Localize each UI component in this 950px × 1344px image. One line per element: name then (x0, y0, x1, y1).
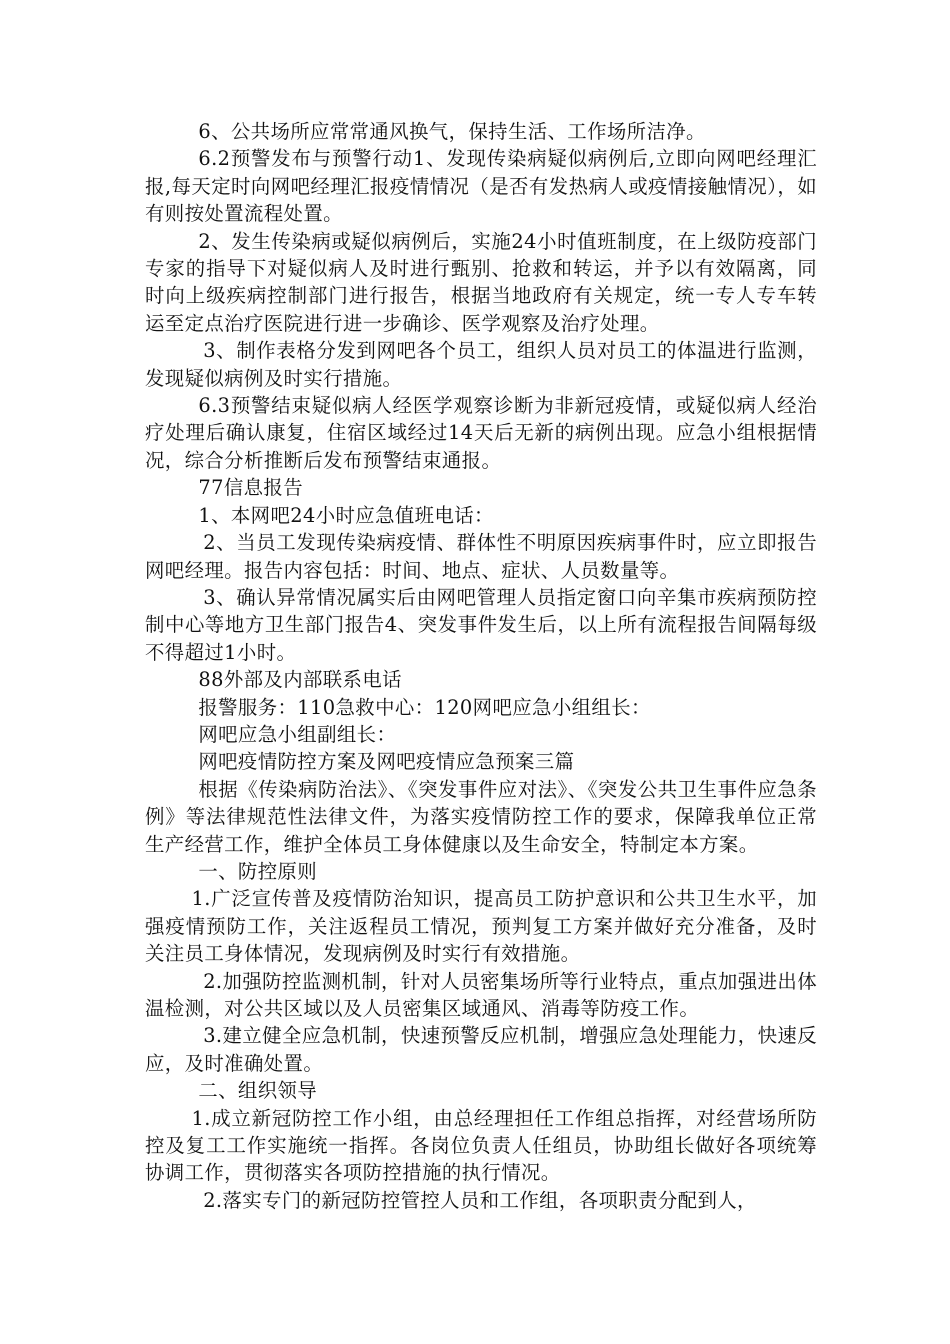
paragraph: 3、制作表格分发到网吧各个员工，组织人员对员工的体温进行监测，发现疑似病例及时实行措施。 (145, 339, 817, 390)
paragraph: 网吧应急小组副组长： (198, 722, 397, 746)
paragraph: 1.广泛宣传普及疫情防治知识，提高员工防护意识和公共卫生水平，加强疫情预防工作，关注返程员工情况，预判复工方案并做好充分准备，及时关注员工身体情况，发现病例及时实行有效措施。 (145, 887, 817, 966)
section-heading: 88外部及内部联系电话 (198, 668, 402, 692)
section-heading: 一、防控原则 (198, 859, 318, 883)
paragraph: 2.加强防控监测机制，针对人员密集场所等行业特点，重点加强进出体温检测，对公共区域以及人员密集区域通风、消毒等防疫工作。 (145, 969, 817, 1020)
document-title: 网吧疫情防控方案及网吧疫情应急预案三篇 (198, 750, 575, 774)
section-heading: 二、组织领导 (198, 1079, 318, 1103)
document-body (145, 118, 817, 1214)
paragraph: 6、公共场所应常常通风换气，保持生活、工作场所洁净。 (198, 120, 706, 143)
paragraph: 1、本网吧24小时应急值班电话： (198, 503, 494, 527)
paragraph: 6.3预警结束疑似病人经医学观察诊断为非新冠疫情，或疑似病人经治疗处理后确认康复，住宿区域经过14天后无新的病例出现。应急小组根据情况，综合分析推断后发布预警结束通报。 (145, 394, 817, 472)
paragraph: 2.落实专门的新冠防控管控人员和工作组，各项职责分配到人， (203, 1188, 757, 1212)
paragraph: 3、确认异常情况属实后由网吧管理人员指定窗口向辛集市疾病预防控制中心等地方卫生部门报告4、突发事件发生后，以上所有流程报告间隔每级不得超过1小时。 (145, 585, 817, 664)
paragraph: 根据《传染病防治法》、《突发事件应对法》、《突发公共卫生事件应急条例》等法律规范性法律文件，为落实疫情防控工作的要求，保障我单位正常生产经营工作，维护全体员工身体健康以及生命安全，特制定本方案。 (145, 777, 817, 856)
paragraph: 报警服务：110急救中心：120网吧应急小组组长： (198, 695, 651, 719)
paragraph: 2、当员工发现传染病疫情、群体性不明原因疾病事件时，应立即报告网吧经理。报告内容包括：时间、地点、症状、人员数量等。 (145, 531, 817, 582)
paragraph: 3.建立健全应急机制，快速预警反应机制，增强应急处理能力，快速反应，及时准确处置。 (145, 1024, 817, 1075)
paragraph: 1.成立新冠防控工作小组，由总经理担任工作组总指挥，对经营场所防控及复工工作实施统一指挥。各岗位负责人任组员，协助组长做好各项统筹协调工作，贯彻落实各项防控措施的执行情况。 (145, 1106, 817, 1185)
paragraph: 2、发生传染病或疑似病例后，实施24小时值班制度，在上级防疫部门专家的指导下对疑似病人及时进行甄别、抢救和转运，并予以有效隔离，同时向上级疾病控制部门进行报告，根据当地政府有关规定，统一专人专车转运至定点治疗医院进行进一步确诊、医学观察及治疗处理。 (145, 229, 817, 335)
section-heading: 77信息报告 (198, 476, 303, 500)
paragraph: 6.2预警发布与预警行动1、发现传染病疑似病例后,立即向网吧经理汇报,每天定时向网吧经理汇报疫情情况（是否有发热病人或疫情接触情况），如有则按处置流程处置。 (145, 147, 817, 226)
